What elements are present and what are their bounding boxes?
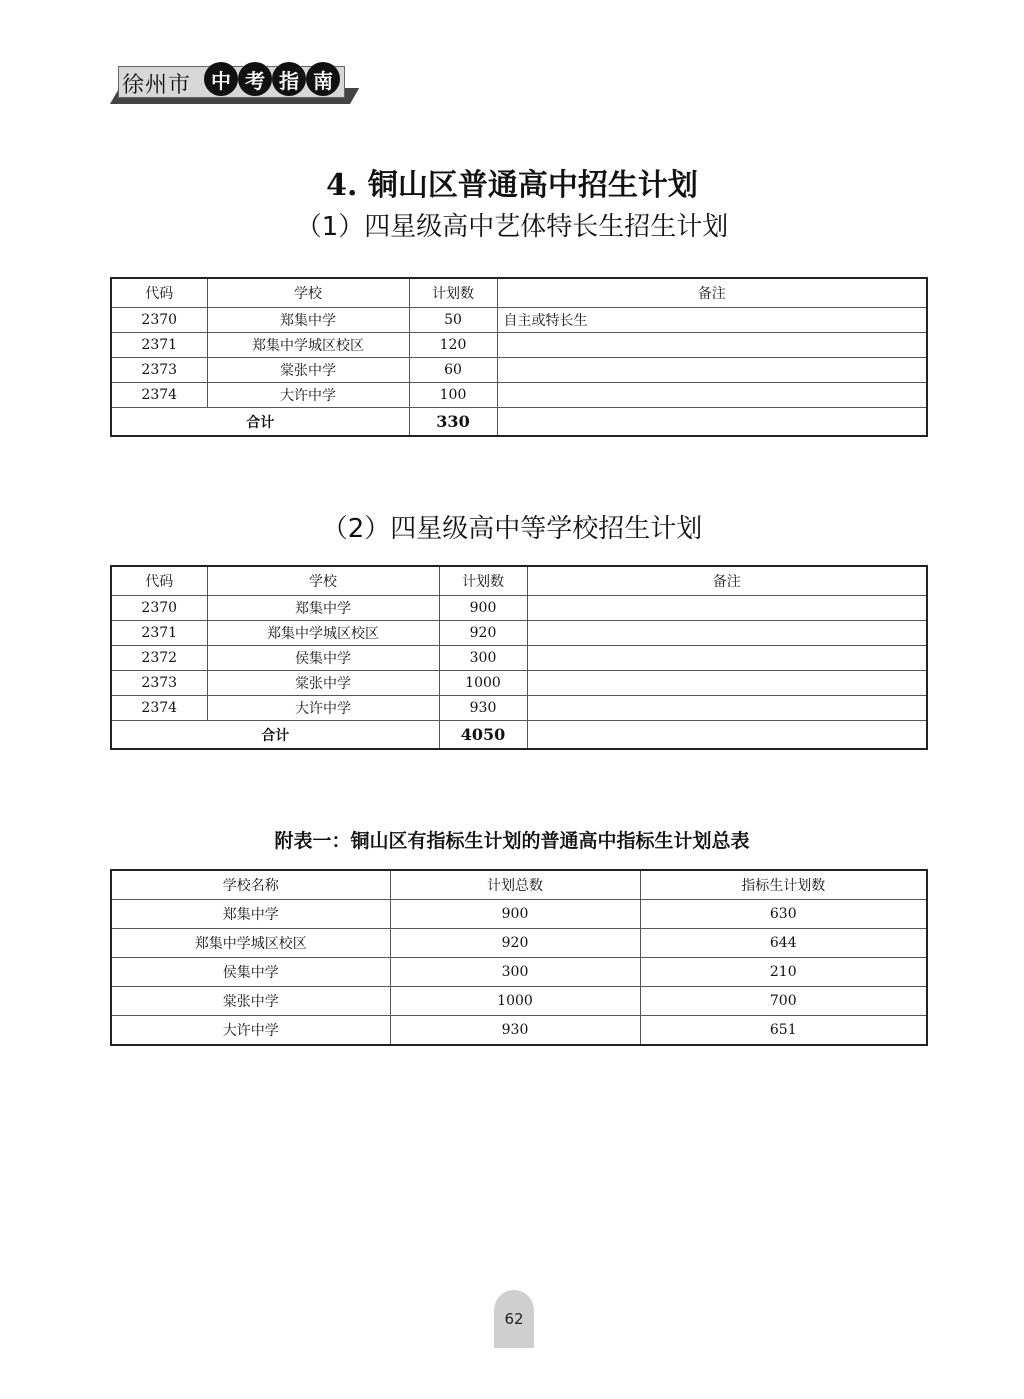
cell-quota: 700 [640,987,927,1016]
table-row [111,333,927,358]
section2-title: （2）四星级高中等学校招生计划 [321,514,703,544]
cell-school: 侯集中学 [207,646,439,671]
cell-quota: 651 [640,1016,927,1046]
total-label: 合计 [111,408,409,437]
table-row [111,696,927,721]
section1-table [110,277,928,437]
cell-school: 郑集中学 [111,900,390,929]
col-header-code: 代码 [111,566,207,596]
cell-note [497,333,927,358]
table-row [111,621,927,646]
cell-plan: 300 [439,646,527,671]
cell-note [527,671,927,696]
cell-plan: 100 [409,383,497,408]
col-header-school: 学校 [207,278,409,308]
cell-school: 棠张中学 [207,358,409,383]
banner-char-4: 南 [306,62,340,96]
col-header-school: 学校 [207,566,439,596]
table-header-row [111,566,927,596]
table-row [111,1016,927,1046]
cell-code: 2373 [111,671,207,696]
table-row [111,596,927,621]
cell-note [497,383,927,408]
banner-city: 徐州市 [122,73,192,98]
cell-school: 郑集中学城区校区 [111,929,390,958]
cell-note [527,696,927,721]
cell-code: 2372 [111,646,207,671]
cell-school: 棠张中学 [111,987,390,1016]
table-row [111,308,927,333]
col-header-note: 备注 [527,566,927,596]
appendix-table [110,869,928,1046]
cell-note [497,358,927,383]
cell-school: 郑集中学 [207,596,439,621]
page-title: 4. 铜山区普通高中招生计划 [326,168,698,203]
cell-school: 郑集中学城区校区 [207,333,409,358]
banner-char-3: 指 [272,62,306,96]
total-value: 330 [409,408,497,437]
total-note [497,408,927,437]
total-row [111,721,927,750]
total-label: 合计 [111,721,439,750]
banner-char-2: 考 [238,62,272,96]
cell-school: 大许中学 [207,696,439,721]
cell-school: 郑集中学城区校区 [207,621,439,646]
cell-code: 2370 [111,596,207,621]
cell-plan: 1000 [439,671,527,696]
cell-note [527,596,927,621]
cell-total: 900 [390,900,640,929]
col-header-note: 备注 [497,278,927,308]
cell-plan: 60 [409,358,497,383]
cell-plan: 120 [409,333,497,358]
cell-plan: 920 [439,621,527,646]
table-row [111,900,927,929]
cell-note [527,621,927,646]
table-row [111,358,927,383]
cell-code: 2370 [111,308,207,333]
table-header-row [111,278,927,308]
table-row [111,646,927,671]
cell-quota: 210 [640,958,927,987]
cell-total: 1000 [390,987,640,1016]
cell-school: 郑集中学 [207,308,409,333]
cell-plan: 930 [439,696,527,721]
section2-table [110,565,928,750]
total-row [111,408,927,437]
banner-char-1: 中 [204,62,238,96]
cell-school: 大许中学 [111,1016,390,1046]
col-header-plan: 计划数 [409,278,497,308]
section1-title: （1）四星级高中艺体特长生招生计划 [295,212,729,242]
cell-quota: 644 [640,929,927,958]
cell-total: 920 [390,929,640,958]
col-header-plan-total: 计划总数 [390,870,640,900]
cell-plan: 50 [409,308,497,333]
appendix-title: 附表一：铜山区有指标生计划的普通高中指标生计划总表 [274,830,750,852]
total-value: 4050 [439,721,527,750]
cell-code: 2373 [111,358,207,383]
cell-school: 大许中学 [207,383,409,408]
col-header-plan: 计划数 [439,566,527,596]
total-note [527,721,927,750]
table-row [111,671,927,696]
header-banner [110,60,360,110]
table-row [111,958,927,987]
cell-total: 930 [390,1016,640,1046]
table-row [111,929,927,958]
col-header-quota: 指标生计划数 [640,870,927,900]
cell-note [527,646,927,671]
cell-total: 300 [390,958,640,987]
table-row [111,987,927,1016]
cell-note: 自主或特长生 [497,308,927,333]
cell-code: 2371 [111,333,207,358]
cell-school: 棠张中学 [207,671,439,696]
col-header-code: 代码 [111,278,207,308]
cell-school: 侯集中学 [111,958,390,987]
cell-code: 2374 [111,696,207,721]
page-number: 62 [494,1290,534,1348]
cell-plan: 900 [439,596,527,621]
table-header-row [111,870,927,900]
table-row [111,383,927,408]
cell-code: 2374 [111,383,207,408]
cell-quota: 630 [640,900,927,929]
col-header-school-name: 学校名称 [111,870,390,900]
cell-code: 2371 [111,621,207,646]
